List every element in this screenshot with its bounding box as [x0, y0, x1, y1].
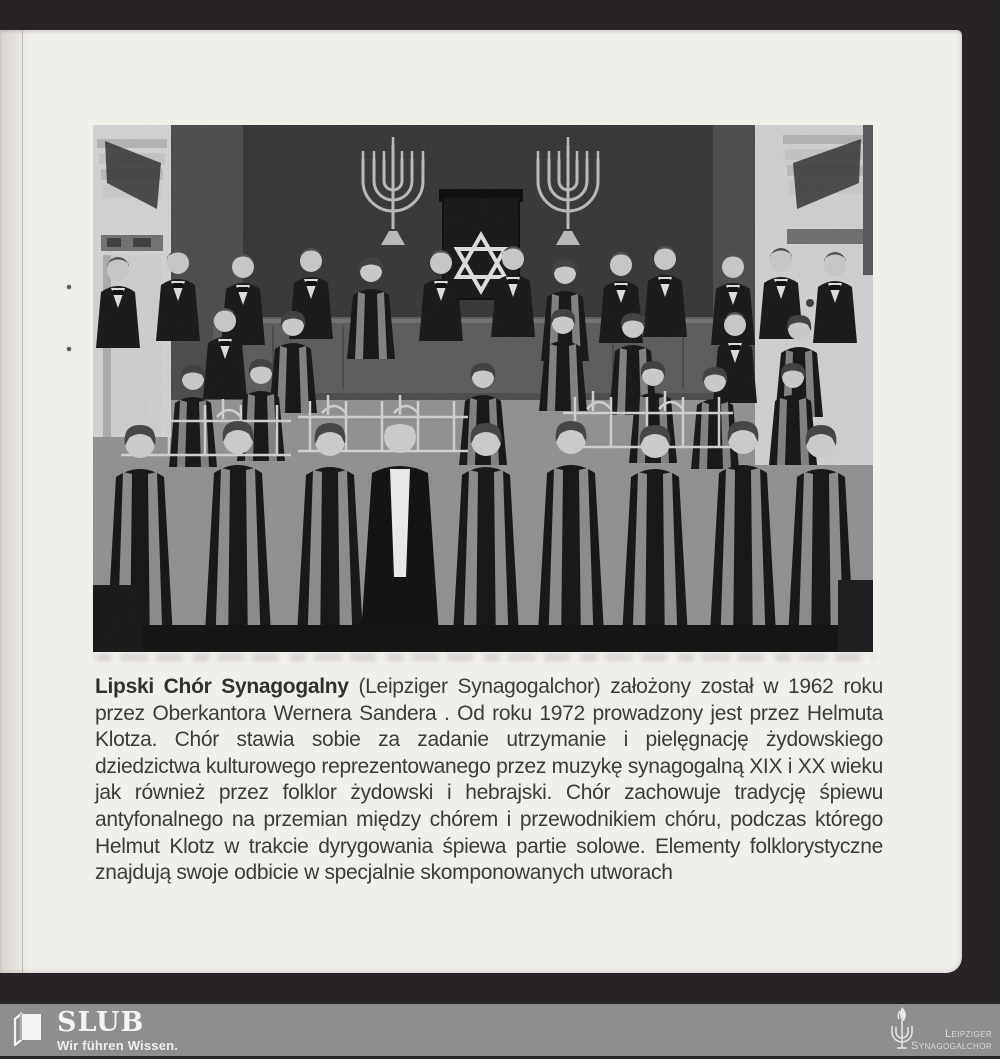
article-body: (Leipziger Synagogalchor) założony został w 1962 roku przez Oberkantora Wernera Sandera . Od roku 1972 prowadzony jest przez Helmuta Klotza. Chór stawia sobie za zadanie utrzymanie i pielęgnację żydowskiego dziedzictwa kulturowego reprezentowanego przez muzykę synagogalną XIX i XX wieku jak również przez folklor żydowski i hebrajski. Chór zachowuje tradycję śpiewu antyfonalnego na przemian między chórem i przewodnikiem chóru, podczas którego Helmut Klotz w trakcie dyrygowania śpiewa partie solowe. Elementy folklorystyczne znajdują swoje odbicie w specjalnie skomponowanych utworach [95, 675, 883, 885]
choir-photo [93, 125, 873, 652]
synagogalchor-line2: Synagogalchor [911, 1039, 992, 1052]
booklet-page [0, 30, 962, 973]
slub-tagline: Wir führen Wissen. [57, 1038, 179, 1053]
page-fold-line [22, 30, 23, 973]
choir-photo-graphic [93, 125, 873, 652]
article-paragraph [95, 674, 883, 887]
open-book-icon [13, 1012, 43, 1051]
staple-mark [67, 285, 71, 289]
synagogalchor-wordmark [911, 1028, 992, 1052]
slub-wordmark-block [57, 1009, 178, 1053]
synagogalchor-line1: Leipziger [944, 1027, 992, 1040]
synagogalchor-logo [885, 1006, 992, 1059]
staple-mark [67, 347, 71, 351]
slub-logo [13, 1009, 178, 1053]
watermark-footer-bar [0, 1004, 1000, 1056]
article-lead: Lipski Chór Synagogalny [95, 675, 349, 698]
slub-wordmark: SLUB [57, 1007, 145, 1038]
bleed-through-text [96, 653, 874, 661]
